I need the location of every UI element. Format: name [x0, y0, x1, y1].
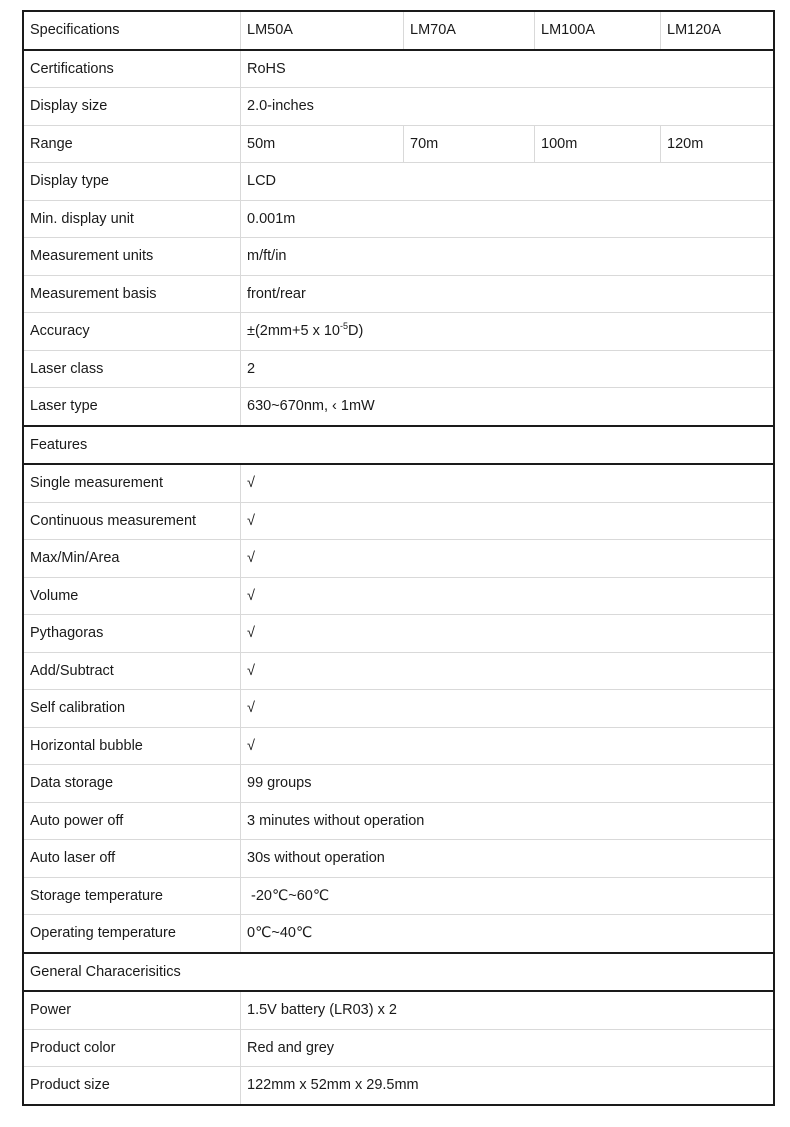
table-row	[23, 840, 774, 878]
row-label: Volume	[23, 577, 241, 615]
section-header-features	[23, 426, 774, 465]
table-row	[23, 577, 774, 615]
table-row	[23, 915, 774, 953]
row-value: 122mm x 52mm x 29.5mm	[241, 1067, 775, 1105]
row-value: 2	[241, 350, 775, 388]
table-row	[23, 991, 774, 1029]
row-label: Certifications	[23, 50, 241, 88]
row-value: √	[241, 502, 775, 540]
table-row	[23, 727, 774, 765]
table-row	[23, 652, 774, 690]
row-value: √	[241, 615, 775, 653]
row-label: Add/Subtract	[23, 652, 241, 690]
row-label: Pythagoras	[23, 615, 241, 653]
row-value: 30s without operation	[241, 840, 775, 878]
row-label: Accuracy	[23, 313, 241, 351]
row-label: Min. display unit	[23, 200, 241, 238]
accuracy-suffix: D)	[348, 323, 364, 340]
row-value: LCD	[241, 163, 775, 201]
row-value: √	[241, 690, 775, 728]
row-label: Range	[23, 125, 241, 163]
table-row	[23, 163, 774, 201]
table-row	[23, 1067, 774, 1105]
header-row	[23, 11, 774, 50]
model-lm50a: LM50A	[241, 11, 404, 50]
row-label: Power	[23, 991, 241, 1029]
table-row	[23, 350, 774, 388]
accuracy-prefix: ±(2mm+5 x 10	[247, 323, 340, 340]
row-value: RoHS	[241, 50, 775, 88]
row-value: √	[241, 727, 775, 765]
row-label: Display type	[23, 163, 241, 201]
table-row	[23, 313, 774, 351]
table-row	[23, 88, 774, 126]
row-value: 0.001m	[241, 200, 775, 238]
table-row	[23, 200, 774, 238]
table-row	[23, 877, 774, 915]
row-value: 630~670nm, ‹ 1mW	[241, 388, 775, 426]
accuracy-value	[241, 313, 775, 351]
section-header-general	[23, 953, 774, 992]
row-value: 99 groups	[241, 765, 775, 803]
row-value: 1.5V battery (LR03) x 2	[241, 991, 775, 1029]
table-row	[23, 125, 774, 163]
range-lm70a: 70m	[404, 125, 535, 163]
row-label: Storage temperature	[23, 877, 241, 915]
table-row	[23, 502, 774, 540]
spec-table	[22, 10, 775, 1106]
spec-table-container	[22, 10, 773, 1106]
table-row	[23, 464, 774, 502]
table-row	[23, 388, 774, 426]
accuracy-exponent: -5	[339, 321, 348, 332]
row-value: Red and grey	[241, 1029, 775, 1067]
header-label: Specifications	[23, 11, 241, 50]
row-label: Self calibration	[23, 690, 241, 728]
row-value: -20℃~60℃	[241, 877, 775, 915]
row-label: Product size	[23, 1067, 241, 1105]
model-lm120a: LM120A	[661, 11, 775, 50]
row-value: front/rear	[241, 275, 775, 313]
table-row	[23, 275, 774, 313]
row-label: Auto power off	[23, 802, 241, 840]
section-title: Features	[23, 426, 774, 465]
table-row	[23, 50, 774, 88]
row-value: √	[241, 464, 775, 502]
row-label: Single measurement	[23, 464, 241, 502]
row-value: 0℃~40℃	[241, 915, 775, 953]
table-row	[23, 615, 774, 653]
range-lm100a: 100m	[535, 125, 661, 163]
row-label: Continuous measurement	[23, 502, 241, 540]
row-label: Product color	[23, 1029, 241, 1067]
row-value: 2.0-inches	[241, 88, 775, 126]
row-label: Measurement basis	[23, 275, 241, 313]
table-row	[23, 1029, 774, 1067]
table-row	[23, 238, 774, 276]
table-row	[23, 540, 774, 578]
table-row	[23, 765, 774, 803]
row-value: 3 minutes without operation	[241, 802, 775, 840]
row-label: Data storage	[23, 765, 241, 803]
section-title: General Characerisitics	[23, 953, 774, 992]
row-value: √	[241, 652, 775, 690]
table-row	[23, 690, 774, 728]
row-label: Auto laser off	[23, 840, 241, 878]
row-label: Laser class	[23, 350, 241, 388]
row-value: √	[241, 540, 775, 578]
model-lm100a: LM100A	[535, 11, 661, 50]
row-label: Measurement units	[23, 238, 241, 276]
row-label: Operating temperature	[23, 915, 241, 953]
table-row	[23, 802, 774, 840]
range-lm120a: 120m	[661, 125, 775, 163]
row-label: Display size	[23, 88, 241, 126]
row-label: Laser type	[23, 388, 241, 426]
model-lm70a: LM70A	[404, 11, 535, 50]
row-value: √	[241, 577, 775, 615]
row-label: Horizontal bubble	[23, 727, 241, 765]
row-value: m/ft/in	[241, 238, 775, 276]
row-label: Max/Min/Area	[23, 540, 241, 578]
range-lm50a: 50m	[241, 125, 404, 163]
